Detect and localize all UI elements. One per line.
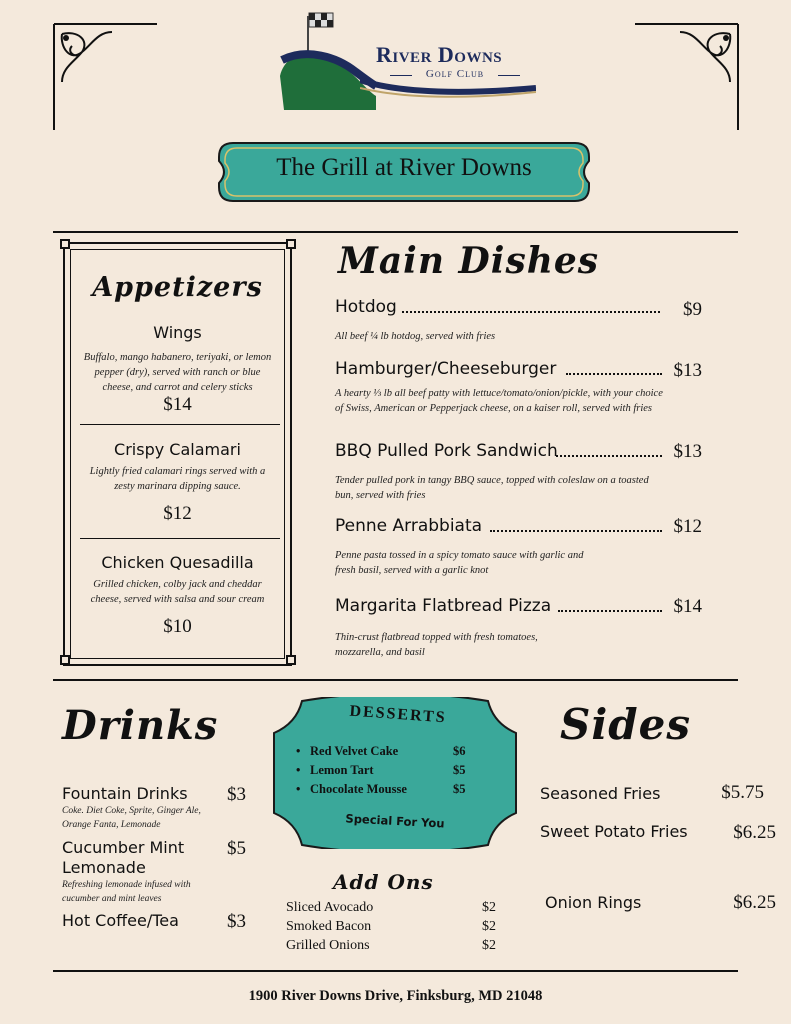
dish-price: $9 — [683, 299, 702, 320]
drink-price: $5 — [227, 838, 246, 859]
addon-item — [286, 938, 496, 954]
addon-name: Grilled Onions — [286, 938, 370, 953]
dessert-name: Lemon Tart — [310, 763, 374, 777]
frame-corner-square — [60, 655, 70, 665]
appetizer-name: Chicken Quesadilla — [101, 553, 254, 572]
logo-subtitle: Golf Club — [390, 68, 520, 80]
dish-desc: Tender pulled pork in tangy BBQ sauce, topped with coleslaw on a toasted bun, served with fries — [335, 475, 649, 501]
drink-price: $3 — [227, 784, 246, 805]
appetizer-divider — [80, 538, 280, 539]
side-price: $6.25 — [733, 822, 776, 843]
drink-name: Fountain Drinks — [62, 784, 188, 803]
dish-desc: A hearty ⅓ lb all beef patty with lettuce/tomato/onion/pickle, with your choice of Swiss, American or Pepperjack cheese, on a kaiser roll, served with fries — [335, 388, 663, 414]
dot-leader — [556, 455, 662, 457]
appetizer-name: Crispy Calamari — [114, 440, 241, 459]
dish-desc: All beef ¼ lb hotdog, served with fries — [335, 331, 496, 342]
dot-leader — [558, 610, 662, 612]
dish-price: $12 — [673, 516, 702, 537]
drinks-heading: Drinks — [62, 702, 219, 749]
dish-desc: Thin-crust flatbread topped with fresh tomatoes, mozzarella, and basil — [335, 632, 538, 658]
addon-price: $2 — [482, 900, 496, 915]
dish-name: Penne Arrabbiata — [335, 516, 483, 536]
dot-leader — [490, 530, 662, 532]
appetizer-name: Wings — [153, 323, 202, 342]
frame-corner-square — [286, 239, 296, 249]
top-divider — [53, 231, 738, 233]
middle-divider — [53, 679, 738, 681]
side-price: $6.25 — [733, 892, 776, 913]
corner-ornament-top-right — [630, 22, 740, 132]
drink-desc: Coke. Diet Coke, Sprite, Ginger Ale, Orange Fanta, Lemonade — [62, 806, 201, 830]
side-name: Sweet Potato Fries — [540, 822, 688, 841]
addon-item — [286, 919, 496, 935]
dish-price: $13 — [673, 441, 702, 462]
appetizer-price: $10 — [163, 616, 192, 637]
bottom-divider — [53, 970, 738, 972]
appetizer-desc: Grilled chicken, colby jack and cheddar cheese, served with salsa and sour cream — [90, 579, 265, 605]
dish-name: Hotdog — [335, 297, 397, 317]
desserts-heading: DESSERTS — [348, 702, 448, 727]
desserts-footer: Special For You — [345, 811, 445, 831]
addon-name: Sliced Avocado — [286, 900, 374, 915]
appetizers-heading: Appetizers — [92, 272, 263, 303]
main-dishes-heading: Main Dishes — [338, 240, 600, 282]
addon-price: $2 — [482, 938, 496, 953]
side-name: Onion Rings — [545, 893, 642, 912]
sides-heading: Sides — [560, 700, 692, 749]
addon-name: Smoked Bacon — [286, 919, 372, 934]
dot-leader — [402, 311, 660, 313]
dish-name: Hamburger/Cheeseburger — [335, 359, 557, 379]
appetizer-divider — [80, 424, 280, 425]
addon-price: $2 — [482, 919, 496, 934]
dish-name: Margarita Flatbread Pizza — [335, 596, 552, 616]
logo-title: River Downs — [376, 42, 503, 67]
drink-name: Hot Coffee/Tea — [62, 911, 179, 930]
appetizer-price: $14 — [163, 394, 192, 415]
grill-title: The Grill at River Downs — [276, 154, 532, 181]
side-name: Seasoned Fries — [540, 784, 661, 803]
dot-leader — [566, 373, 662, 375]
address: 1900 River Downs Drive, Finksburg, MD 21048 — [248, 988, 543, 1004]
dessert-price: $5 — [453, 782, 466, 796]
dish-desc: Penne pasta tossed in a spicy tomato sauce with garlic and fresh basil, served with a garlic knot — [335, 550, 584, 576]
dessert-name: Red Velvet Cake — [310, 744, 399, 758]
corner-ornament-top-left — [52, 22, 162, 132]
appetizer-price: $12 — [163, 503, 192, 524]
appetizer-desc: Buffalo, mango habanero, teriyaki, or lemon pepper (dry), served with ranch or blue cheese, and carrot and celery sticks — [83, 352, 272, 393]
frame-corner-square — [60, 239, 70, 249]
dessert-price: $5 — [453, 763, 466, 777]
addons-heading: Add Ons — [333, 870, 434, 894]
drink-desc: Refreshing lemonade infused with cucumber and mint leaves — [62, 880, 191, 904]
frame-corner-square — [286, 655, 296, 665]
drink-price: $3 — [227, 911, 246, 932]
dessert-price: $6 — [453, 744, 466, 758]
drink-name: Cucumber Mint Lemonade — [62, 838, 185, 877]
dish-price: $13 — [673, 360, 702, 381]
appetizer-desc: Lightly fried calamari rings served with a zesty marinara dipping sauce. — [89, 466, 266, 492]
side-price: $5.75 — [721, 782, 764, 803]
dessert-name: Chocolate Mousse — [310, 782, 407, 796]
dish-price: $14 — [673, 596, 702, 617]
dish-name: BBQ Pulled Pork Sandwich — [335, 441, 558, 461]
addon-item — [286, 900, 496, 916]
